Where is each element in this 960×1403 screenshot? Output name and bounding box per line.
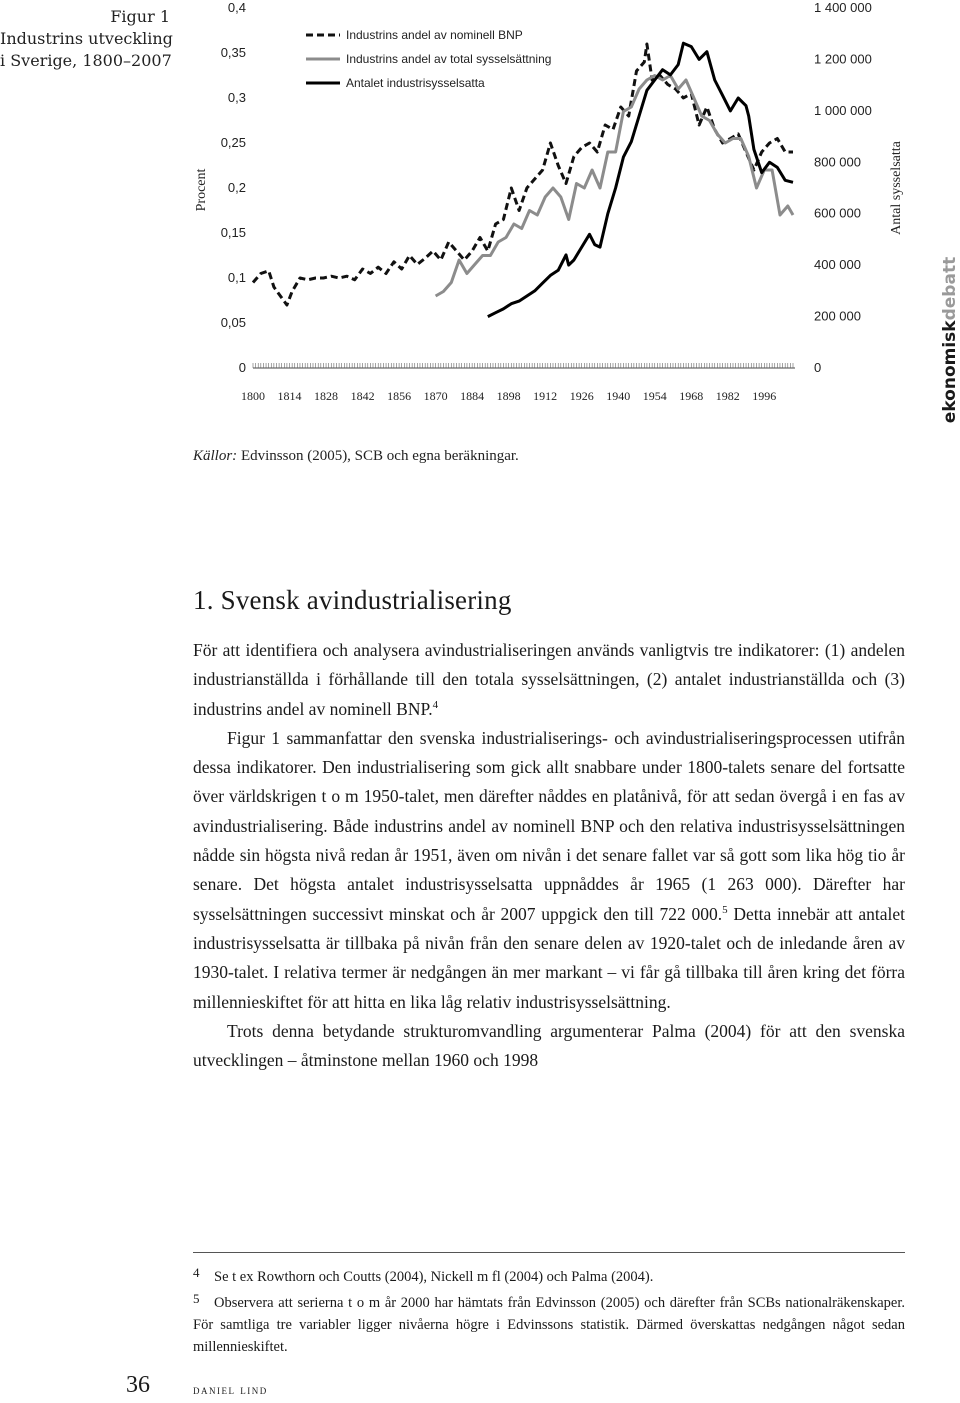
sources-text: Edvinsson (2005), SCB och egna beräkningar.: [237, 448, 519, 464]
brand-logo-part1: ekonomisk: [940, 320, 960, 424]
figure-title-line-1: Industrins utveckling: [0, 29, 173, 48]
paragraph-1-text: För att identifiera och analysera avindustrialiseringen används vanligtvis tre indikatorer: (1) andelen industrianställda i förhållande till den totala sysselsättningen, (2) antalet industrianställda och (3) industrins andel av nominell BNP.: [193, 640, 905, 719]
series-line-2: [436, 76, 793, 297]
paragraph-1: [193, 636, 905, 724]
y-tick-label-left: 0,2: [227, 180, 246, 195]
paragraph-3-text: Trots denna betydande strukturomvandling argumenterar Palma (2004) för att den svenska utvecklingen – åtminstone mellan 1960 och 1998: [193, 1020, 905, 1071]
y-tick-label-right: 600 000: [814, 205, 861, 221]
x-tick-label: 1856: [387, 389, 412, 403]
x-tick-label: 1996: [752, 389, 777, 403]
y-tick-label-left: 0,15: [220, 225, 246, 240]
svg-text:ekonomiskdebatt: [940, 257, 960, 423]
x-tick-label: 1842: [350, 389, 375, 403]
running-head: daniel lind: [193, 1382, 268, 1397]
footnote-4-text: Se t ex Rowthorn och Coutts (2004), Nickell m fl (2004) och Palma (2004).: [214, 1269, 654, 1285]
x-tick-label: 1870: [423, 389, 448, 403]
x-tick-label: 1940: [606, 389, 631, 403]
x-tick-label: 1926: [569, 389, 594, 403]
page-number: 36: [126, 1372, 150, 1398]
legend-entry-2: Industrins andel av total sysselsättning: [346, 52, 552, 66]
y-tick-label-right: 400 000: [814, 257, 861, 273]
y-tick-label-right: 800 000: [814, 154, 861, 170]
x-tick-label: 1968: [679, 389, 704, 403]
footnote-5-text: Observera att serierna t o m år 2000 har hämtats från Edvinsson (2005) och därefter från SCBs nationalräkenskaper. För samtliga tre variabler ligger nivåerna högre i Edvinssons statistik. Därmed överskattas nedgången något sedan millennieskiftet.: [193, 1295, 905, 1355]
x-tick-label: 1912: [533, 389, 558, 403]
y-tick-label-left: 0: [238, 360, 246, 375]
x-tick-label: 1898: [496, 389, 521, 403]
industry-chart: [0, 0, 960, 440]
section-heading: 1. Svensk avindustrialisering: [193, 585, 512, 615]
footnotes: [193, 1262, 905, 1358]
footnote-ref-5: 5: [722, 903, 728, 916]
footnote-divider: [193, 1252, 905, 1253]
x-tick-label: 1814: [277, 389, 302, 403]
legend-entry-3: Antalet industrisysselsatta: [346, 76, 485, 90]
x-tick-label: 1828: [314, 389, 339, 403]
y-tick-label-left: 0,1: [227, 270, 246, 285]
y-tick-label-right: 1 200 000: [814, 51, 872, 67]
article-body: [193, 636, 905, 1075]
footnote-5: [193, 1288, 905, 1358]
x-tick-label: 1800: [241, 389, 265, 403]
x-tick-label: 1982: [715, 389, 740, 403]
sources-label: Källor:: [193, 448, 238, 464]
footnote-5-number: 5: [193, 1291, 200, 1306]
figure-number: Figur 1: [110, 7, 170, 26]
paragraph-2: [193, 724, 905, 1017]
footnote-4: [193, 1262, 905, 1288]
y-tick-label-right: 1 000 000: [814, 102, 872, 118]
brand-logo: [940, 257, 960, 423]
y-tick-label-right: 1 400 000: [814, 0, 872, 15]
footnote-4-number: 4: [193, 1265, 200, 1280]
x-tick-label: 1954: [642, 389, 667, 403]
chart-legend: [306, 28, 551, 90]
y-tick-label-left: 0,4: [227, 0, 246, 15]
y-tick-label-right: 200 000: [814, 308, 861, 324]
legend-entry-1: Industrins andel av nominell BNP: [346, 28, 523, 42]
brand-logo-part2: debatt: [940, 256, 960, 321]
y-axis-label-right: Antal sysselsatta: [889, 141, 904, 235]
y-tick-label-right: 0: [814, 360, 822, 375]
y-axis-label-left: Procent: [194, 168, 209, 212]
y-tick-label-left: 0,3: [227, 90, 246, 105]
paragraph-2-text-b: Detta innebär att antalet industrisysselsatta är tillbaka på nivån från den senare delen av 1920-talet och de inledande åren av 1930-talet. I relativa termer är nedgången än mer markant – vi får gå tillbaka till åren kring det förra millennieskiftet för att hitta en lika låg relativ industrisysselsättning.: [193, 903, 905, 1012]
figure-sources: [193, 448, 519, 465]
paragraph-2-text-a: Figur 1 sammanfattar den svenska industrialiserings- och avindustrialiseringsprocessen utifrån dessa indikatorer. Den industrialisering som gick allt snabbare under 1800-talets senare del fortsatte över världskrigen t o m 1950-talet, men därefter nåddes en platånivå, för att sedan övergå i en fas av avindustrialisering. Både industrins andel av nominell BNP och den relativa industrisysselsättningen nådde sin högsta nivå redan år 1951, även om nivån i det senare fallet var så gott som lika hög tio år senare. Det högsta antalet industrisysselsatta uppnåddes år 1965 (1 263 000). Därefter har sysselsättningen successivt minskat och år 2007 uppgick den till 722 000.: [193, 727, 905, 924]
footnote-ref-4: 4: [432, 698, 439, 711]
figure-title-line-2: i Sverige, 1800–2007: [0, 51, 172, 70]
y-tick-label-left: 0,35: [220, 45, 246, 60]
y-tick-label-left: 0,05: [220, 315, 246, 330]
paragraph-3: [193, 1017, 905, 1076]
y-tick-label-left: 0,25: [220, 135, 246, 150]
x-tick-label: 1884: [460, 389, 485, 403]
